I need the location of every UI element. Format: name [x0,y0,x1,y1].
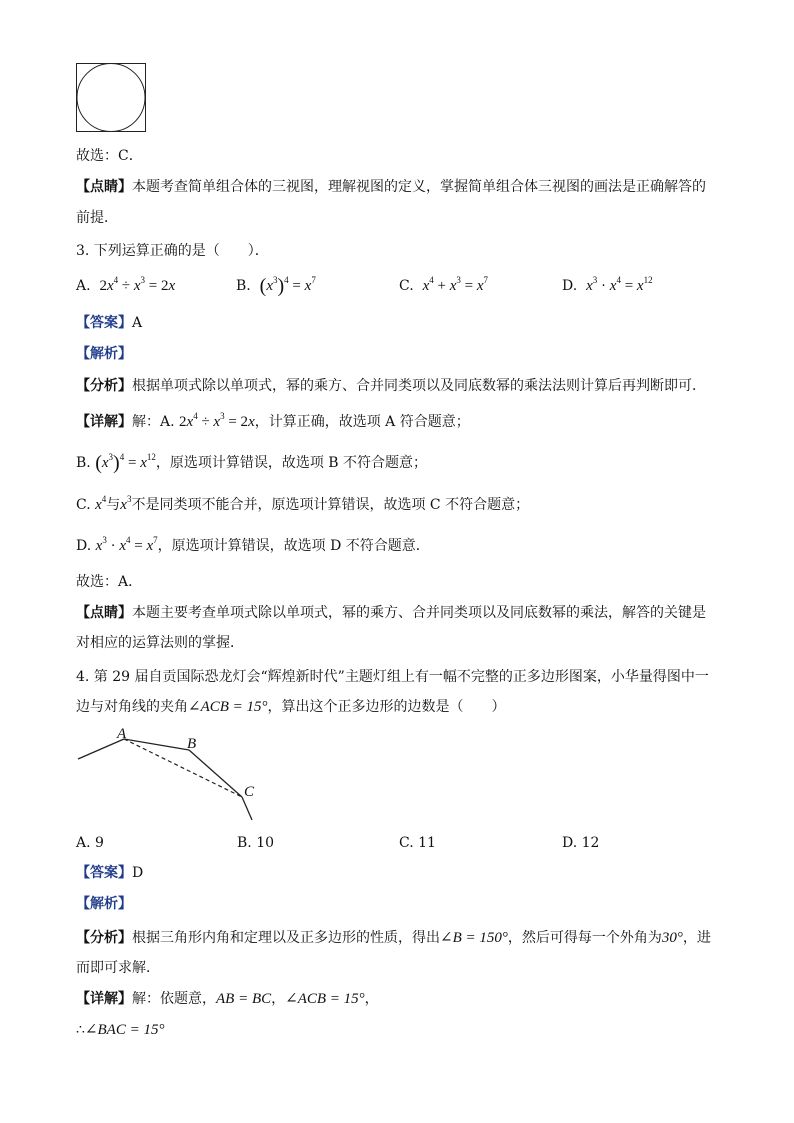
polygon-edge-ab [124,739,189,750]
q4-fenxi-line1: 【分析】根据三角形内角和定理以及正多边形的性质，得出∠B = 150°，然后可得每一个外角为30°，进 [76,930,711,946]
q2-comment-line2: 前提． [76,210,118,226]
polygon-edge-bc [189,750,242,797]
q4-option-a: A. 9 [76,835,104,851]
q2-selection: 故选：C． [76,148,143,164]
vertex-label-a: A [117,726,127,742]
q4-stem-line1: 4. 第 29 届自贡国际恐龙灯会“辉煌新时代”主题灯组上有一幅不完整的正多边形图案，小华量得图中一 [76,669,709,685]
q3-detail-a: 【详解】解：A. $2x^4 \div x^3 = 2x$，计算正确，故选项 A 符合题意； [76,411,470,430]
q3-analysis-label: 【解析】 [76,346,132,362]
polygon-figure [76,724,276,824]
vertex-label-c: C [244,784,255,800]
q4-option-d: D. 12 [562,835,600,851]
q4-option-c: C. 11 [399,835,436,851]
polygon-edge-right [242,797,252,820]
q3-option-b: B. $(x^3)^4 = x^7$ [236,275,316,297]
vertex-label-b: B [187,736,197,752]
q3-option-c: C. $x^4 + x^3 = x^7$ [399,275,489,294]
q4-answer: 【答案】D [76,865,144,881]
comment-text: 本题考查简单组合体的三视图，理解视图的定义，掌握简单组合体三视图的画法是正确解答的 [132,179,706,195]
q3-selection: 故选：A． [76,574,143,590]
answer-label: 【答案】 [76,315,132,331]
q3-stem: 3. 下列运算正确的是（ ）． [76,243,269,259]
q4-fenxi-line2: 而即可求解． [76,960,160,976]
q3-detail-b: B. $(x^3)^4 = x^{12}$，原选项计算错误，故选项 B 不符合题意； [76,452,428,474]
q3-answer [76,313,142,333]
polygon-edge-left [78,739,124,759]
q4-detail: 【详解】解：依题意，AB = BC，∠ACB = 15°， [76,991,379,1007]
q3-option-d: D. $x^3 \cdot x^4 = x^{12}$ [562,275,653,294]
q3-comment-line1: 【点睛】本题主要考查单项式除以单项式，幂的乘方、合并同类项以及同底数幂的乘法，解答的关键是 [76,605,706,621]
q3-option-a: A. $2x^4 \div x^3 = 2x$ [76,275,176,294]
q4-stem-line2: 边与对角线的夹角∠ACB = 15°，算出这个正多边形的边数是（ ） [76,699,506,715]
inscribed-circle [77,64,145,132]
q4-therefore: ∴∠BAC = 15° [76,1022,165,1038]
q4-option-b: B. 10 [237,835,275,851]
q2-comment-line1 [76,177,706,197]
q3-detail-d: D. $x^3 \cdot x^4 = x^7$，原选项计算错误，故选项 D 不符合题意． [76,535,430,554]
q3-detail-c: C. $x^4$与$x^3$不是同类项不能合并，原选项计算错误，故选项 C 不符合题意； [76,494,530,513]
q3-comment-line2: 对相应的运算法则的掌握． [76,635,244,651]
diagonal-ac [124,739,242,797]
q3-fenxi: 【分析】根据单项式除以单项式，幂的乘方、合并同类项以及同底数幂的乘法法则计算后再判断即可． [76,378,706,394]
answer-value: A [132,315,143,331]
square-circle-figure [76,63,147,133]
comment-label: 【点睛】 [76,179,132,195]
q4-analysis-label: 【解析】 [76,896,132,912]
